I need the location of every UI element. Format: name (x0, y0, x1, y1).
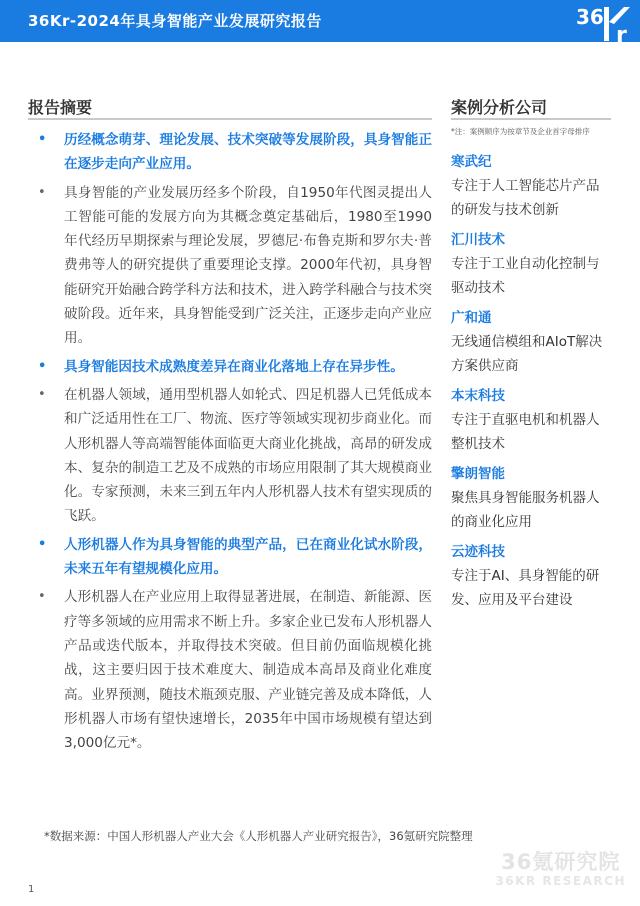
summary-paragraph: 具身智能的产业发展历经多个阶段，自1950年代图灵提出人工智能可能的发展方向为其概念奠定基础后，1980至1990年代经历早期探索与理论发展，罗德尼·布鲁克斯和罗尔夫·普费弗等人的研究提供了重要理论支撑。2000年代初，具身智能研究开始融合跨学科方法和技术，进入跨学科融合与技术突破阶段。近年来，具身智能受到广泛关注，正逐步走向产业应用。 (64, 184, 432, 347)
summary-paragraph: 在机器人领域，通用型机器人如轮式、四足机器人已凭低成本和广泛适用性在工厂、物流、医疗等领域实现初步商业化。而人形机器人等高端智能体面临更大商业化挑战，高昂的研发成本、复杂的制造工艺及不成熟的市场应用限制了其大规模商业化。专家预测，未来三到五年内人形机器人技术有望实现质的飞跃。 (64, 386, 432, 525)
summary-title: 报告摘要 (28, 98, 93, 117)
logo-r-text: r (616, 23, 627, 42)
summary-item (28, 383, 432, 529)
36kr-logo (546, 2, 636, 42)
summary-item (28, 585, 432, 755)
header-bar (0, 0, 640, 42)
company-description: 专注于直驱电机和机器人整机技术 (451, 412, 600, 452)
company-list (451, 150, 611, 618)
company-name: 寒武纪 (451, 154, 492, 170)
watermark-cn: 36氪研究院 (501, 850, 621, 874)
bullet-point: • (38, 589, 46, 605)
summary-divider (28, 118, 432, 120)
company-entry (451, 384, 611, 456)
summary-list (28, 128, 432, 759)
cases-divider (451, 118, 611, 120)
research-watermark (495, 850, 626, 888)
company-name: 广和通 (451, 310, 492, 326)
summary-item (28, 128, 432, 177)
company-entry (451, 150, 611, 222)
bullet-point: • (38, 358, 47, 374)
company-name: 擎朗智能 (451, 466, 505, 482)
summary-headline: 历经概念萌芽、理论发展、技术突破等发展阶段，具身智能正在逐步走向产业应用。 (64, 132, 432, 173)
cases-footnote: *注：案例顺序为按章节及企业首字母排序 (451, 127, 590, 136)
summary-headline: 具身智能因技术成熟度差异在商业化落地上存在异步性。 (64, 358, 404, 375)
report-title: 36Kr-2024年具身智能产业发展研究报告 (28, 12, 322, 30)
company-description: 专注于工业自动化控制与驱动技术 (451, 256, 600, 296)
page-number: 1 (28, 884, 35, 895)
logo-k-arm (609, 7, 630, 24)
summary-item (28, 355, 432, 379)
bullet-point: • (38, 386, 46, 402)
bullet-point: • (38, 536, 47, 552)
bullet-point: • (38, 132, 47, 147)
summary-paragraph: 人形机器人在产业应用上取得显著进展，在制造、新能源、医疗等多领域的应用需求不断上升。多家企业已发布人形机器人产品或迭代版本，并取得技术突破。但目前仍面临规模化挑战，这主要归因于技术难度大、制造成本高昂及商业化难度高。业界预测，随技术瓶颈克服、产业链完善及成本降低，人形机器人市场有望快速增长，2035年中国市场规模有望达到3,000亿元*。 (64, 589, 432, 752)
company-description: 专注于人工智能芯片产品的研发与技术创新 (451, 178, 600, 218)
bullet-point: • (38, 184, 46, 200)
cases-title: 案例分析公司 (451, 98, 548, 117)
summary-item (28, 181, 432, 351)
company-description: 专注于AI、具身智能的研发、应用及平台建设 (451, 568, 600, 608)
company-description: 无线通信模组和AIoT解决方案供应商 (451, 334, 603, 374)
data-source-note: *数据来源：中国人形机器人产业大会《人形机器人产业研究报告》，36氪研究院整理 (44, 829, 473, 843)
summary-headline: 人形机器人作为具身智能的典型产品，已在商业化试水阶段，未来五年有望规模化应用。 (64, 536, 432, 578)
watermark-en: 36KR RESEARCH (495, 874, 626, 888)
company-description: 聚焦具身智能服务机器人的商业化应用 (451, 490, 600, 530)
company-name: 云迹科技 (451, 544, 505, 560)
company-entry (451, 462, 611, 534)
summary-item (28, 533, 432, 582)
company-entry (451, 540, 611, 612)
company-name: 汇川技术 (451, 232, 505, 248)
company-entry (451, 228, 611, 300)
company-entry (451, 306, 611, 378)
company-name: 本末科技 (451, 388, 505, 404)
logo-36-text: 36 (576, 5, 604, 29)
logo-k-stem (604, 7, 609, 41)
